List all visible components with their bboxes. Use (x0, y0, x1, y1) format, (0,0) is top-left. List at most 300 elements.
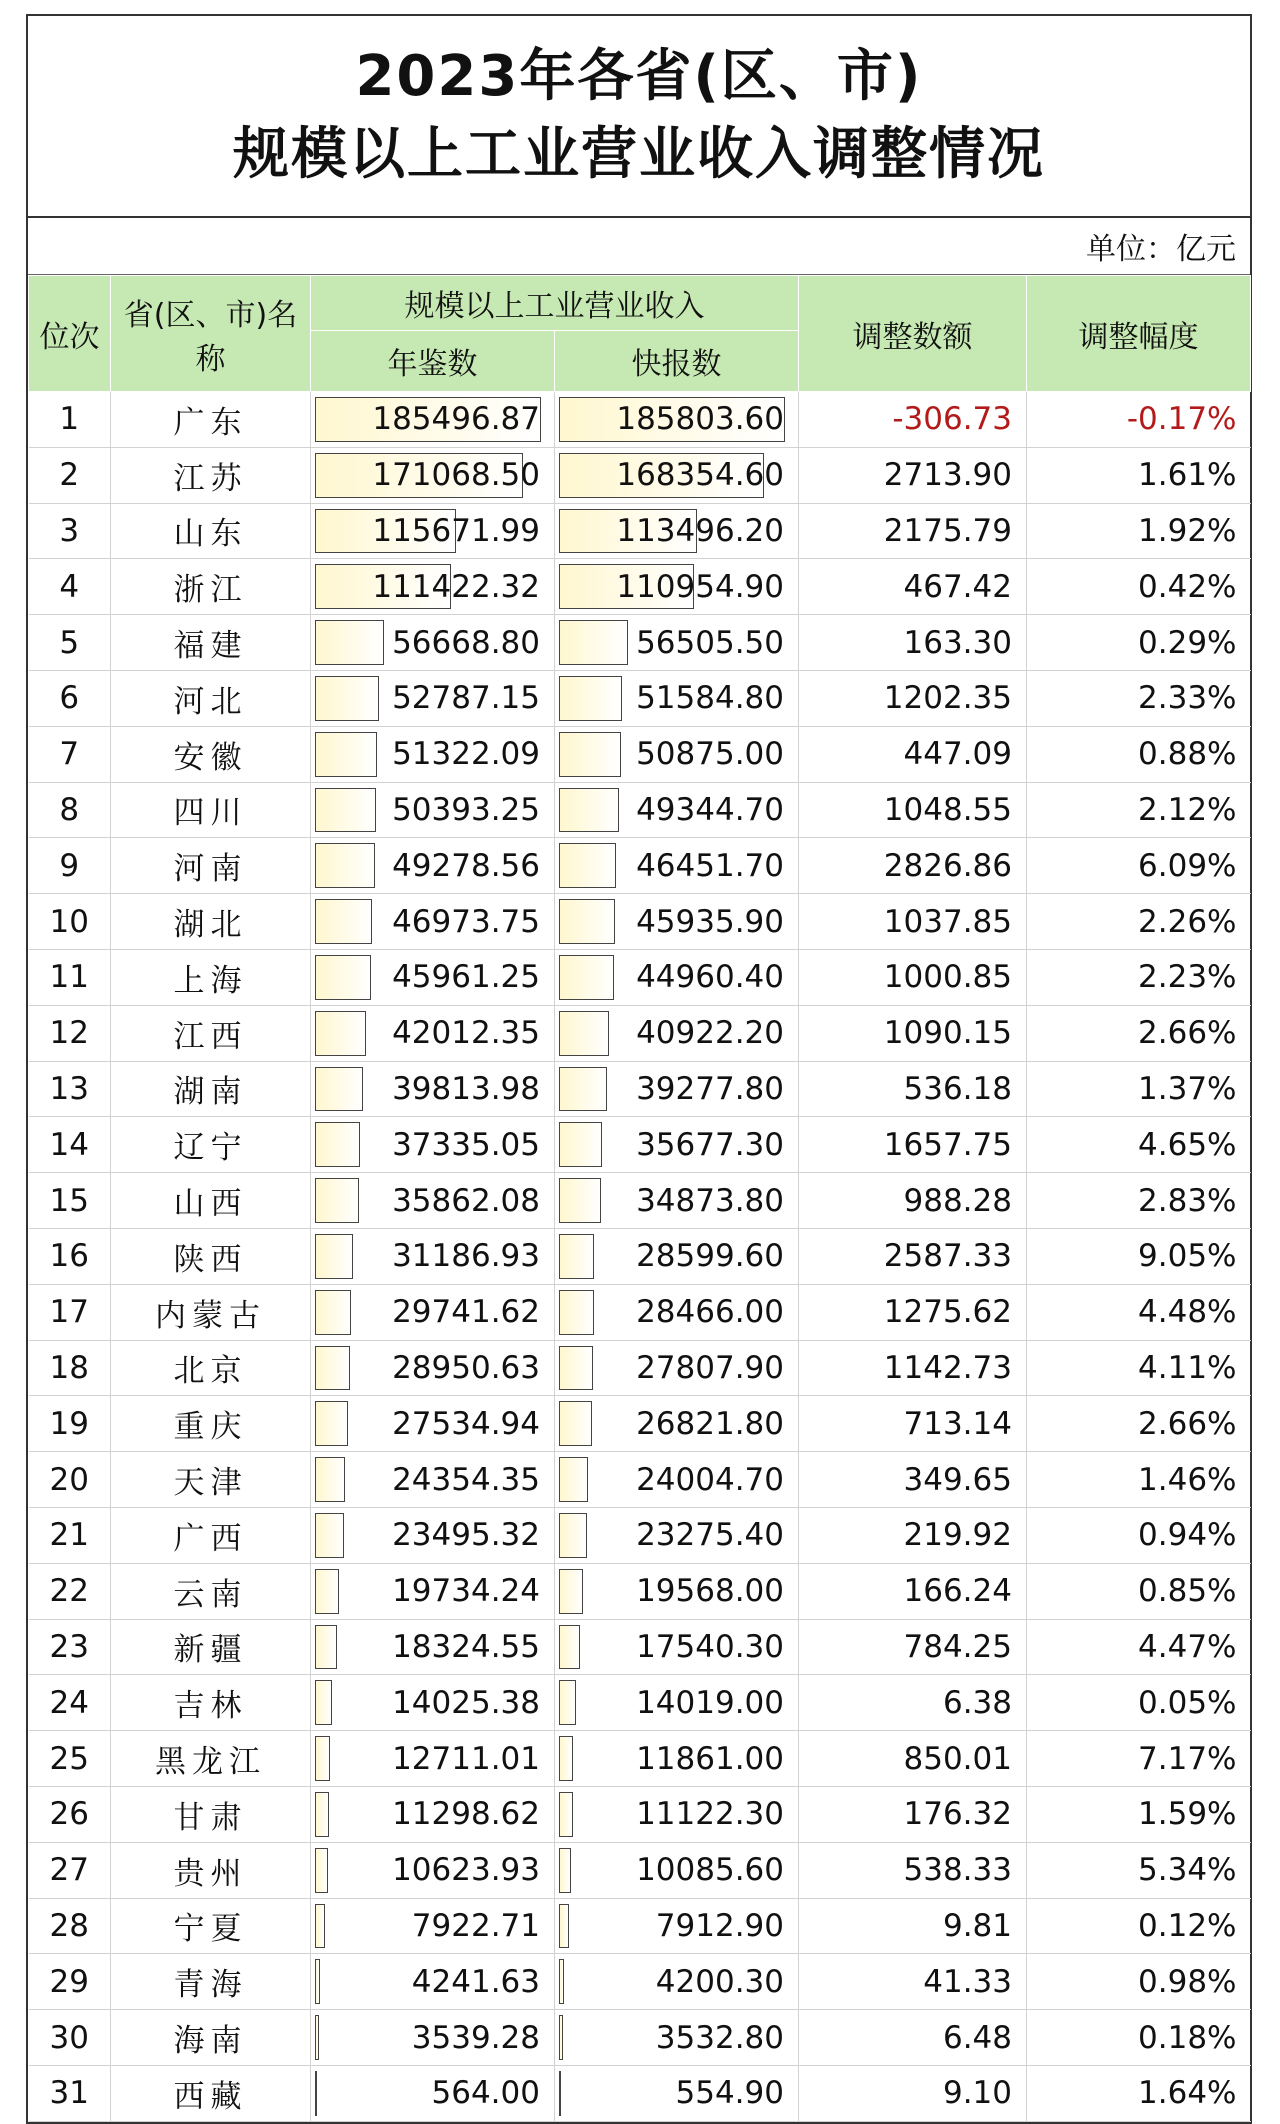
cell-adjust-pct: 2.83% (1027, 1173, 1251, 1229)
data-bar-flash (559, 1736, 573, 1781)
table-row (29, 1898, 1251, 1954)
value-yearbook: 3539.28 (411, 2019, 540, 2056)
cell-rank: 18 (29, 1340, 111, 1396)
value-yearbook: 115671.99 (372, 512, 540, 549)
data-bar-flash (559, 1513, 587, 1558)
value-yearbook: 46973.75 (392, 903, 540, 940)
data-bar-yearbook (315, 2071, 317, 2116)
cell-flash (555, 1786, 799, 1842)
cell-adjust-pct: 1.92% (1027, 503, 1251, 559)
cell-name: 贵州 (111, 1842, 311, 1898)
cell-name: 甘肃 (111, 1786, 311, 1842)
cell-adjust-amount: 6.48 (799, 2010, 1027, 2066)
cell-flash (555, 2010, 799, 2066)
header-adjust-pct: 调整幅度 (1027, 276, 1251, 392)
data-bar-flash (559, 2015, 563, 2060)
cell-adjust-pct: 0.29% (1027, 615, 1251, 671)
data-bar-flash (559, 1234, 594, 1279)
cell-rank: 13 (29, 1061, 111, 1117)
cell-rank: 24 (29, 1675, 111, 1731)
cell-flash (555, 894, 799, 950)
data-bar-yearbook (315, 1848, 328, 1893)
cell-flash (555, 392, 799, 448)
cell-yearbook (311, 1731, 555, 1787)
cell-adjust-pct: 2.23% (1027, 949, 1251, 1005)
value-flash: 26821.80 (636, 1405, 784, 1442)
cell-flash (555, 670, 799, 726)
cell-name: 云南 (111, 1563, 311, 1619)
cell-adjust-amount: 41.33 (799, 1954, 1027, 2010)
cell-name: 海南 (111, 2010, 311, 2066)
report-sheet (26, 14, 1252, 2124)
data-bar-flash (559, 1401, 592, 1446)
data-bar-flash (559, 899, 615, 944)
cell-rank: 12 (29, 1005, 111, 1061)
value-yearbook: 564.00 (431, 2075, 540, 2112)
value-flash: 7912.90 (655, 1907, 784, 1944)
cell-yearbook (311, 2010, 555, 2066)
cell-yearbook (311, 726, 555, 782)
cell-flash (555, 782, 799, 838)
table-row (29, 782, 1251, 838)
cell-yearbook (311, 1396, 555, 1452)
cell-flash (555, 1507, 799, 1563)
data-bar-yearbook (315, 1513, 344, 1558)
table-row (29, 447, 1251, 503)
value-flash: 14019.00 (636, 1684, 784, 1721)
data-bar-flash (559, 843, 616, 888)
cell-name: 宁夏 (111, 1898, 311, 1954)
value-flash: 3532.80 (655, 2019, 784, 2056)
value-flash: 554.90 (675, 2075, 784, 2112)
table-row (29, 1731, 1251, 1787)
cell-name: 广东 (111, 392, 311, 448)
cell-yearbook (311, 1340, 555, 1396)
cell-adjust-amount: 850.01 (799, 1731, 1027, 1787)
table-row (29, 2065, 1251, 2121)
cell-adjust-amount: 176.32 (799, 1786, 1027, 1842)
cell-adjust-pct: 1.59% (1027, 1786, 1251, 1842)
data-bar-yearbook (315, 899, 372, 944)
data-bar-yearbook (315, 1346, 350, 1391)
cell-rank: 21 (29, 1507, 111, 1563)
cell-adjust-amount: 163.30 (799, 615, 1027, 671)
cell-adjust-amount: -306.73 (799, 392, 1027, 448)
cell-rank: 2 (29, 447, 111, 503)
header-flash: 快报数 (555, 331, 799, 392)
data-bar-flash (559, 1290, 594, 1335)
cell-name: 江西 (111, 1005, 311, 1061)
cell-flash (555, 559, 799, 615)
cell-flash (555, 726, 799, 782)
cell-yearbook (311, 670, 555, 726)
cell-adjust-pct: 1.64% (1027, 2065, 1251, 2121)
data-bar-yearbook (315, 676, 379, 721)
value-yearbook: 19734.24 (392, 1573, 540, 1610)
cell-rank: 31 (29, 2065, 111, 2121)
cell-adjust-amount: 2175.79 (799, 503, 1027, 559)
value-yearbook: 39813.98 (392, 1070, 540, 1107)
cell-adjust-pct: 0.05% (1027, 1675, 1251, 1731)
cell-adjust-pct: 7.17% (1027, 1731, 1251, 1787)
data-bar-flash (559, 1346, 593, 1391)
table-row (29, 559, 1251, 615)
table-row (29, 1452, 1251, 1508)
cell-yearbook (311, 1173, 555, 1229)
data-bar-yearbook (315, 1011, 366, 1056)
cell-rank: 9 (29, 838, 111, 894)
data-bar-yearbook (315, 788, 376, 833)
table-row (29, 670, 1251, 726)
value-yearbook: 14025.38 (392, 1684, 540, 1721)
cell-name: 河北 (111, 670, 311, 726)
cell-name: 安徽 (111, 726, 311, 782)
cell-adjust-pct: 2.66% (1027, 1396, 1251, 1452)
cell-adjust-amount: 2713.90 (799, 447, 1027, 503)
data-bar-flash (559, 2071, 561, 2116)
value-flash: 185803.60 (616, 401, 784, 438)
cell-adjust-pct: 9.05% (1027, 1228, 1251, 1284)
cell-rank: 30 (29, 2010, 111, 2066)
cell-flash (555, 949, 799, 1005)
unit-label: 单位：亿元 (28, 218, 1250, 275)
data-bar-flash (559, 1959, 564, 2004)
data-bar-flash (559, 1680, 576, 1725)
cell-yearbook (311, 1954, 555, 2010)
cell-yearbook (311, 782, 555, 838)
cell-rank: 20 (29, 1452, 111, 1508)
table-row (29, 1786, 1251, 1842)
cell-rank: 8 (29, 782, 111, 838)
cell-yearbook (311, 894, 555, 950)
cell-adjust-amount: 2826.86 (799, 838, 1027, 894)
cell-yearbook (311, 1284, 555, 1340)
value-flash: 49344.70 (636, 791, 784, 828)
cell-name: 新疆 (111, 1619, 311, 1675)
cell-adjust-amount: 784.25 (799, 1619, 1027, 1675)
data-bar-flash (559, 732, 621, 777)
cell-adjust-amount: 713.14 (799, 1396, 1027, 1452)
value-yearbook: 52787.15 (392, 680, 540, 717)
cell-adjust-amount: 1048.55 (799, 782, 1027, 838)
cell-name: 重庆 (111, 1396, 311, 1452)
cell-adjust-amount: 219.92 (799, 1507, 1027, 1563)
table-row (29, 1061, 1251, 1117)
cell-rank: 3 (29, 503, 111, 559)
cell-flash (555, 1452, 799, 1508)
value-flash: 27807.90 (636, 1349, 784, 1386)
data-bar-yearbook (315, 732, 377, 777)
cell-rank: 15 (29, 1173, 111, 1229)
table-row (29, 1396, 1251, 1452)
cell-adjust-amount: 1000.85 (799, 949, 1027, 1005)
cell-rank: 26 (29, 1786, 111, 1842)
cell-yearbook (311, 1228, 555, 1284)
title-line-2: 规模以上工业营业收入调整情况 (233, 122, 1045, 187)
data-bar-yearbook (315, 1625, 337, 1670)
value-yearbook: 28950.63 (392, 1349, 540, 1386)
value-yearbook: 24354.35 (392, 1461, 540, 1498)
table-row (29, 1117, 1251, 1173)
table-row (29, 1954, 1251, 2010)
cell-name: 吉林 (111, 1675, 311, 1731)
cell-yearbook (311, 615, 555, 671)
value-flash: 50875.00 (636, 736, 784, 773)
cell-yearbook (311, 392, 555, 448)
table-row (29, 949, 1251, 1005)
value-flash: 45935.90 (636, 903, 784, 940)
cell-adjust-pct: 1.37% (1027, 1061, 1251, 1117)
table-row (29, 838, 1251, 894)
cell-yearbook (311, 559, 555, 615)
cell-adjust-amount: 988.28 (799, 1173, 1027, 1229)
cell-adjust-pct: 0.88% (1027, 726, 1251, 782)
cell-flash (555, 1284, 799, 1340)
cell-yearbook (311, 447, 555, 503)
cell-rank: 23 (29, 1619, 111, 1675)
cell-flash (555, 1228, 799, 1284)
cell-rank: 11 (29, 949, 111, 1005)
cell-yearbook (311, 838, 555, 894)
cell-flash (555, 1117, 799, 1173)
value-yearbook: 51322.09 (392, 736, 540, 773)
cell-flash (555, 1173, 799, 1229)
cell-adjust-pct: 4.48% (1027, 1284, 1251, 1340)
cell-flash (555, 1005, 799, 1061)
value-yearbook: 18324.55 (392, 1628, 540, 1665)
header-group-revenue: 规模以上工业营业收入 (311, 276, 799, 331)
cell-yearbook (311, 949, 555, 1005)
cell-adjust-amount: 1275.62 (799, 1284, 1027, 1340)
value-flash: 17540.30 (636, 1628, 784, 1665)
cell-flash (555, 1340, 799, 1396)
cell-adjust-amount: 536.18 (799, 1061, 1027, 1117)
cell-rank: 14 (29, 1117, 111, 1173)
cell-name: 广西 (111, 1507, 311, 1563)
cell-yearbook (311, 1842, 555, 1898)
value-yearbook: 49278.56 (392, 847, 540, 884)
data-bar-flash (559, 1457, 588, 1502)
cell-name: 福建 (111, 615, 311, 671)
cell-rank: 19 (29, 1396, 111, 1452)
cell-adjust-amount: 1090.15 (799, 1005, 1027, 1061)
value-yearbook: 12711.01 (392, 1740, 540, 1777)
cell-name: 山西 (111, 1173, 311, 1229)
cell-adjust-amount: 9.10 (799, 2065, 1027, 2121)
cell-rank: 27 (29, 1842, 111, 1898)
table-row (29, 1563, 1251, 1619)
table-row (29, 1173, 1251, 1229)
value-yearbook: 42012.35 (392, 1015, 540, 1052)
table-body (29, 392, 1251, 2122)
cell-flash (555, 1675, 799, 1731)
data-bar-yearbook (315, 1904, 325, 1949)
table-row (29, 894, 1251, 950)
cell-adjust-pct: 2.12% (1027, 782, 1251, 838)
cell-adjust-amount: 1657.75 (799, 1117, 1027, 1173)
table-row (29, 1842, 1251, 1898)
cell-name: 浙江 (111, 559, 311, 615)
cell-name: 河南 (111, 838, 311, 894)
cell-adjust-pct: 6.09% (1027, 838, 1251, 894)
value-yearbook: 7922.71 (411, 1907, 540, 1944)
value-yearbook: 27534.94 (392, 1405, 540, 1442)
cell-adjust-pct: 0.94% (1027, 1507, 1251, 1563)
cell-adjust-pct: 2.33% (1027, 670, 1251, 726)
value-flash: 44960.40 (636, 959, 784, 996)
cell-adjust-pct: 5.34% (1027, 1842, 1251, 1898)
cell-name: 北京 (111, 1340, 311, 1396)
cell-yearbook (311, 1619, 555, 1675)
data-bar-flash (559, 1625, 580, 1670)
value-yearbook: 4241.63 (411, 1963, 540, 2000)
value-flash: 46451.70 (636, 847, 784, 884)
cell-name: 黑龙江 (111, 1731, 311, 1787)
cell-rank: 16 (29, 1228, 111, 1284)
cell-adjust-amount: 166.24 (799, 1563, 1027, 1619)
data-bar-flash (559, 1792, 573, 1837)
value-flash: 110954.90 (616, 568, 784, 605)
data-bar-yearbook (315, 1959, 320, 2004)
data-bar-yearbook (315, 1680, 332, 1725)
value-yearbook: 29741.62 (392, 1294, 540, 1331)
cell-name: 青海 (111, 1954, 311, 2010)
cell-name: 四川 (111, 782, 311, 838)
value-yearbook: 171068.50 (372, 457, 540, 494)
cell-adjust-amount: 1037.85 (799, 894, 1027, 950)
value-flash: 113496.20 (616, 512, 784, 549)
value-yearbook: 31186.93 (392, 1238, 540, 1275)
cell-rank: 5 (29, 615, 111, 671)
value-yearbook: 45961.25 (392, 959, 540, 996)
value-flash: 34873.80 (636, 1182, 784, 1219)
value-flash: 11122.30 (636, 1796, 784, 1833)
cell-rank: 17 (29, 1284, 111, 1340)
value-flash: 40922.20 (636, 1015, 784, 1052)
table-row (29, 615, 1251, 671)
cell-rank: 28 (29, 1898, 111, 1954)
value-flash: 23275.40 (636, 1517, 784, 1554)
cell-name: 江苏 (111, 447, 311, 503)
table-row (29, 1228, 1251, 1284)
value-yearbook: 37335.05 (392, 1126, 540, 1163)
cell-yearbook (311, 2065, 555, 2121)
header-adjust-amount: 调整数额 (799, 276, 1027, 392)
cell-yearbook (311, 1675, 555, 1731)
cell-adjust-amount: 1202.35 (799, 670, 1027, 726)
cell-flash (555, 615, 799, 671)
data-bar-yearbook (315, 1234, 353, 1279)
cell-yearbook (311, 1061, 555, 1117)
data-bar-flash (559, 620, 628, 665)
value-flash: 168354.60 (616, 457, 784, 494)
value-yearbook: 10623.93 (392, 1852, 540, 1889)
cell-adjust-pct: 0.12% (1027, 1898, 1251, 1954)
data-bar-flash (559, 1848, 571, 1893)
cell-flash (555, 1619, 799, 1675)
value-flash: 56505.50 (636, 624, 784, 661)
cell-adjust-pct: 4.47% (1027, 1619, 1251, 1675)
cell-flash (555, 1061, 799, 1117)
cell-rank: 1 (29, 392, 111, 448)
cell-adjust-amount: 9.81 (799, 1898, 1027, 1954)
data-bar-yearbook (315, 1178, 359, 1223)
cell-flash (555, 838, 799, 894)
data-bar-flash (559, 1011, 609, 1056)
value-flash: 4200.30 (655, 1963, 784, 2000)
table-row (29, 503, 1251, 559)
cell-adjust-amount: 6.38 (799, 1675, 1027, 1731)
cell-flash (555, 1898, 799, 1954)
cell-adjust-pct: -0.17% (1027, 392, 1251, 448)
cell-name: 陕西 (111, 1228, 311, 1284)
value-yearbook: 23495.32 (392, 1517, 540, 1554)
cell-flash (555, 503, 799, 559)
data-bar-yearbook (315, 1569, 339, 1614)
cell-name: 湖北 (111, 894, 311, 950)
title-line-1: 2023年各省(区、市) (355, 44, 923, 109)
cell-adjust-pct: 0.85% (1027, 1563, 1251, 1619)
value-flash: 28466.00 (636, 1294, 784, 1331)
cell-adjust-amount: 538.33 (799, 1842, 1027, 1898)
cell-adjust-amount: 1142.73 (799, 1340, 1027, 1396)
data-bar-yearbook (315, 1736, 330, 1781)
table-row (29, 392, 1251, 448)
table-row (29, 1619, 1251, 1675)
data-bar-yearbook (315, 1401, 348, 1446)
data-bar-yearbook (315, 2015, 319, 2060)
cell-rank: 4 (29, 559, 111, 615)
cell-name: 天津 (111, 1452, 311, 1508)
data-bar-flash (559, 1904, 569, 1949)
header-name: 省(区、市)名称 (111, 276, 311, 392)
cell-flash (555, 1563, 799, 1619)
cell-rank: 10 (29, 894, 111, 950)
value-yearbook: 111422.32 (372, 568, 540, 605)
cell-yearbook (311, 1507, 555, 1563)
cell-yearbook (311, 1786, 555, 1842)
cell-name: 上海 (111, 949, 311, 1005)
value-flash: 39277.80 (636, 1070, 784, 1107)
table-row (29, 1005, 1251, 1061)
data-bar-flash (559, 676, 622, 721)
data-bar-flash (559, 788, 619, 833)
header-yearbook: 年鉴数 (311, 331, 555, 392)
cell-yearbook (311, 1452, 555, 1508)
cell-rank: 22 (29, 1563, 111, 1619)
cell-adjust-amount: 467.42 (799, 559, 1027, 615)
cell-rank: 7 (29, 726, 111, 782)
table-row (29, 1507, 1251, 1563)
cell-yearbook (311, 1117, 555, 1173)
data-bar-yearbook (315, 843, 375, 888)
value-flash: 28599.60 (636, 1238, 784, 1275)
value-flash: 35677.30 (636, 1126, 784, 1163)
data-bar-yearbook (315, 1792, 329, 1837)
cell-rank: 29 (29, 1954, 111, 2010)
cell-adjust-amount: 447.09 (799, 726, 1027, 782)
cell-yearbook (311, 1005, 555, 1061)
cell-yearbook (311, 503, 555, 559)
value-yearbook: 185496.87 (372, 401, 540, 438)
cell-adjust-pct: 1.61% (1027, 447, 1251, 503)
value-flash: 19568.00 (636, 1573, 784, 1610)
table-row (29, 1340, 1251, 1396)
data-bar-yearbook (315, 1290, 351, 1335)
value-yearbook: 35862.08 (392, 1182, 540, 1219)
table-row (29, 1284, 1251, 1340)
data-bar-yearbook (315, 1457, 345, 1502)
